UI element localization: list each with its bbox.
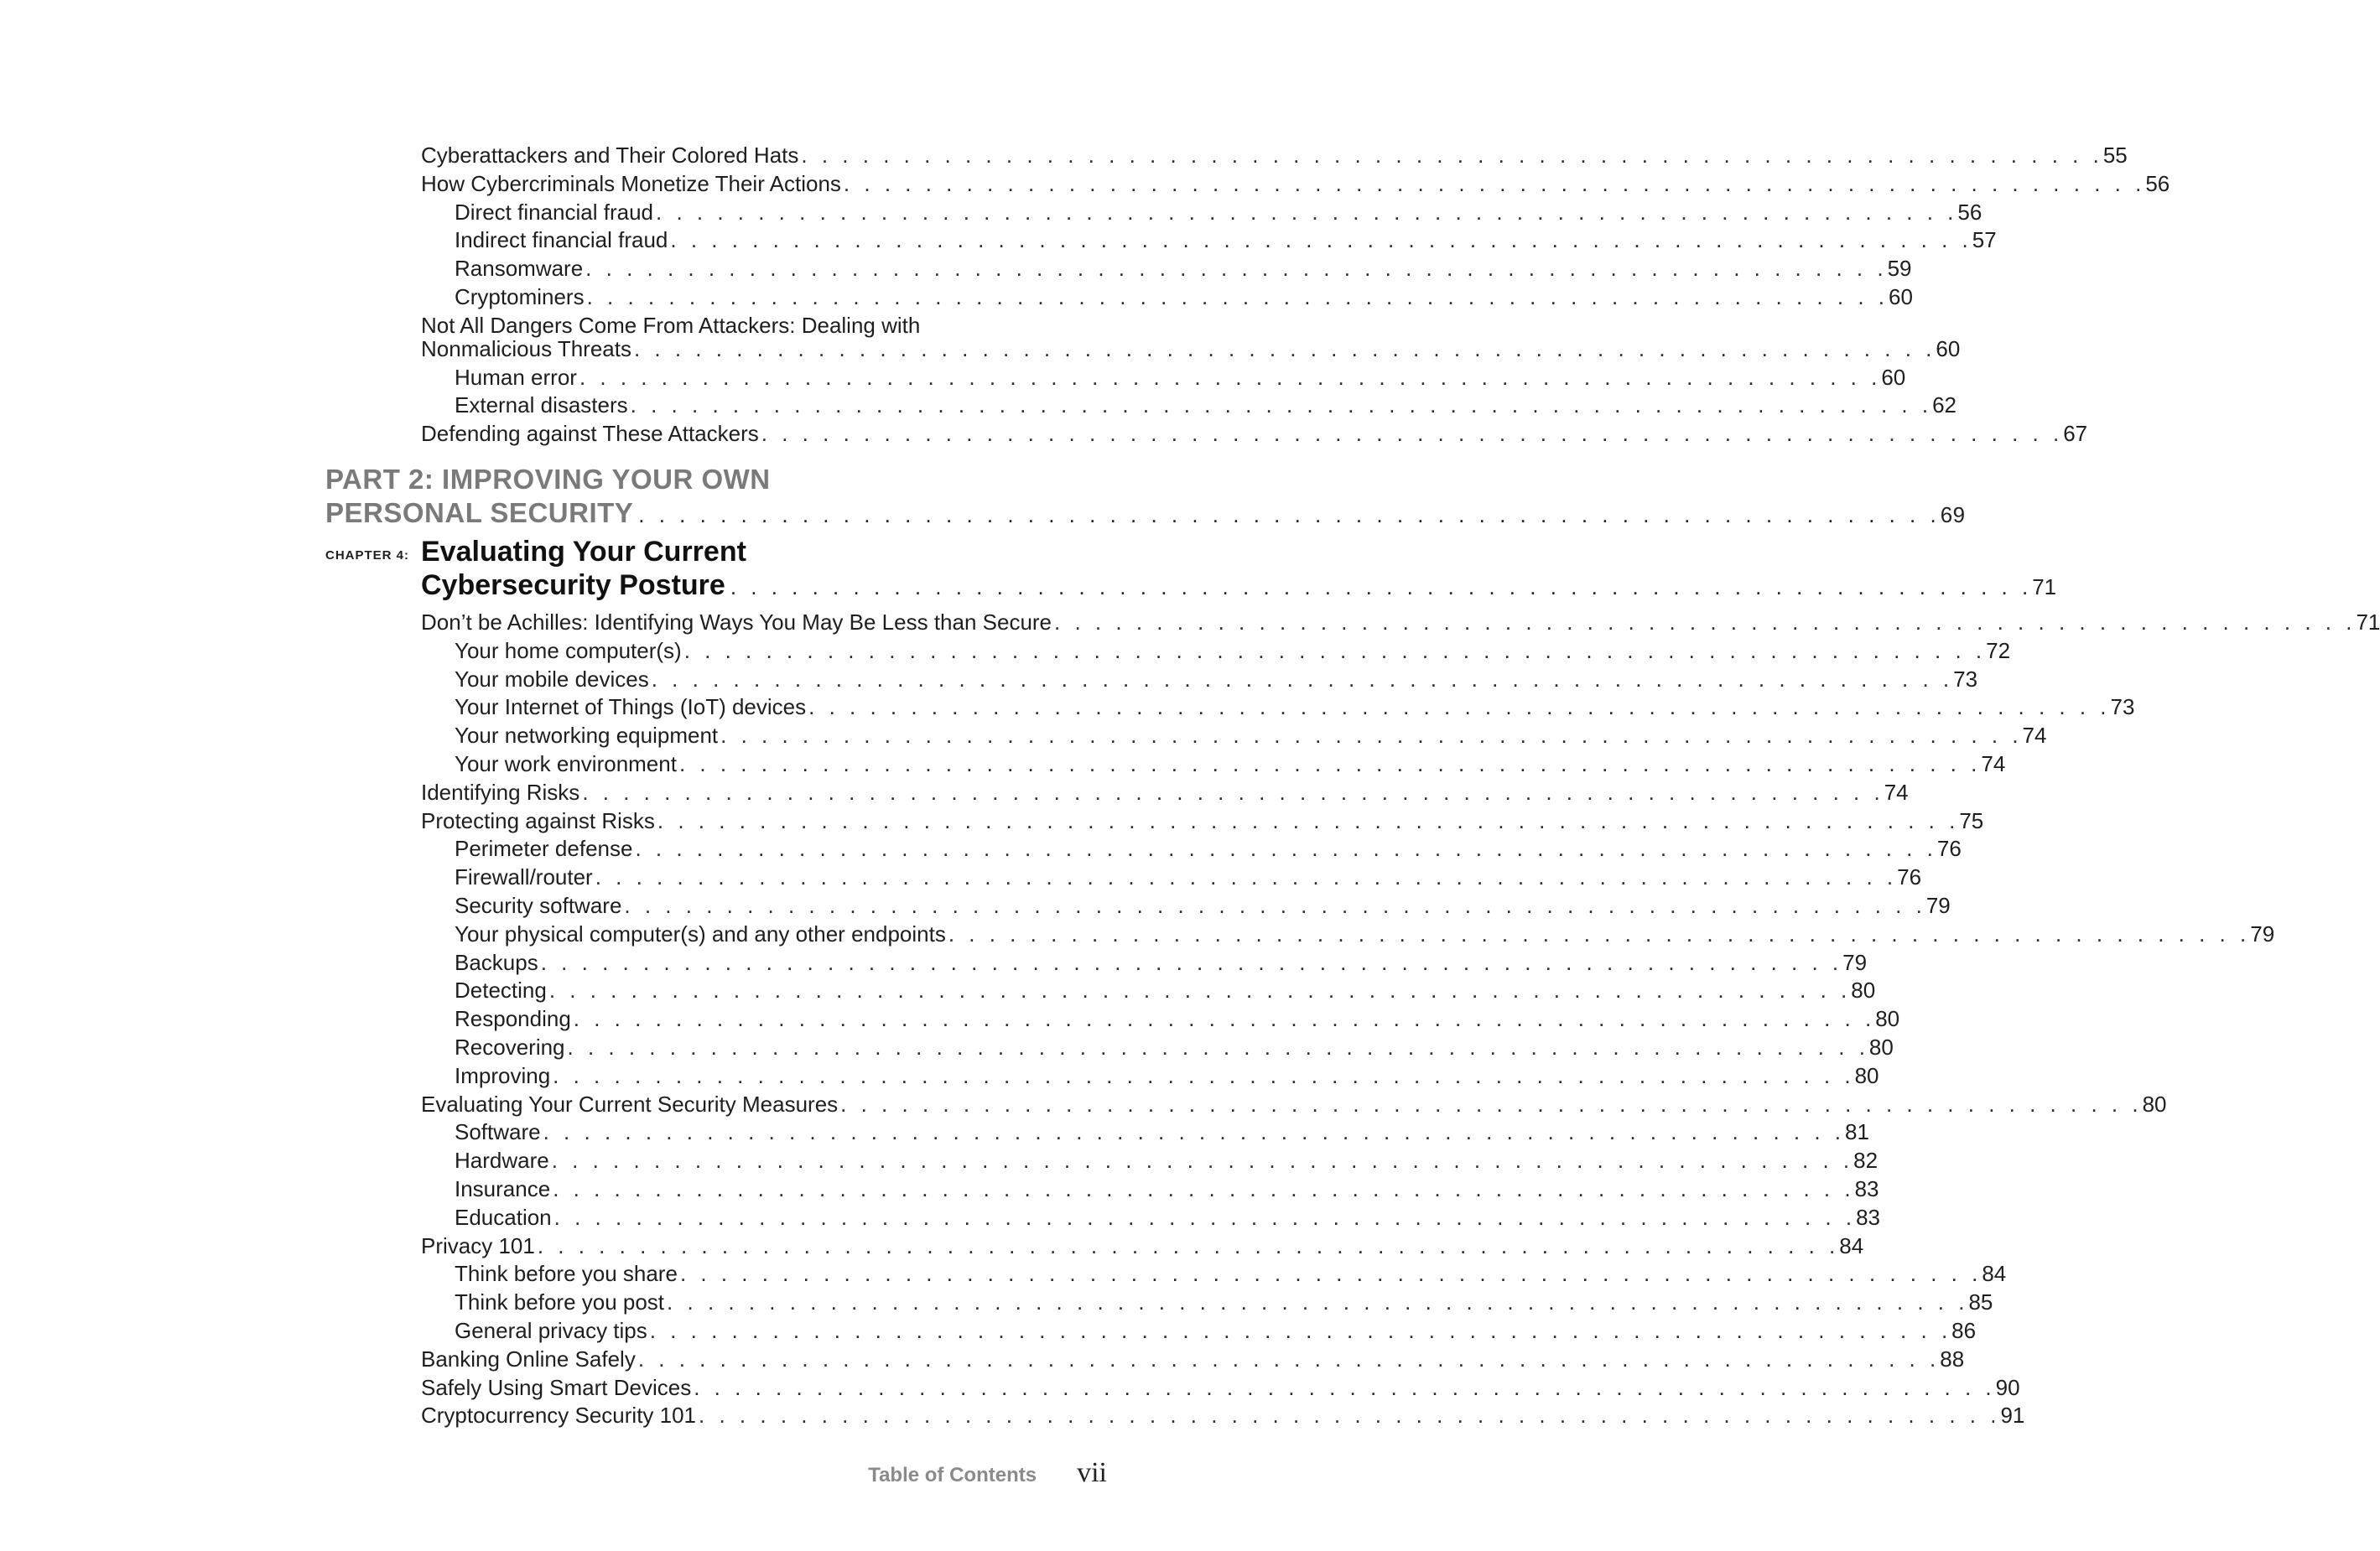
toc-entry-title: Ransomware bbox=[455, 256, 584, 282]
toc-entry-page: 72 bbox=[1986, 637, 2011, 663]
toc-entry bbox=[455, 199, 1982, 225]
toc-entry-page: 62 bbox=[1932, 392, 1956, 418]
toc-entry bbox=[455, 1204, 1880, 1230]
toc-entry bbox=[421, 1346, 1965, 1372]
dot-leader: . . . . . . . . . . . . . . . . . . . . . . . . . . . . . . . . . . . . . . . . . . . . . . . . . . . . . . . . . . . . . . . . bbox=[635, 836, 1937, 862]
toc-entry-page: 80 bbox=[1854, 1062, 1879, 1088]
dot-leader: . . . . . . . . . . . . . . . . . . . . . . . . . . . . . . . . . . . . . . . . . . . . . . . . . . . . . . . . . . . . . . . . bbox=[638, 502, 1941, 527]
toc-entry-title: External disasters bbox=[455, 392, 628, 418]
part-heading bbox=[325, 463, 1966, 532]
chapter-page-number: 71 bbox=[2032, 574, 2057, 599]
page-footer bbox=[868, 1457, 1107, 1489]
toc-entry-page: 90 bbox=[1995, 1374, 2020, 1400]
toc-entry-title: Protecting against Risks bbox=[421, 807, 655, 833]
part-heading-line1: PART 2: IMPROVING YOUR OWN bbox=[325, 464, 771, 495]
dot-leader: . . . . . . . . . . . . . . . . . . . . . . . . . . . . . . . . . . . . . . . . . . . . . . . . . . . . . . . . . . . . . . . . bbox=[624, 893, 1926, 918]
toc-entry-title: Think before you post bbox=[455, 1289, 665, 1315]
dot-leader: . . . . . . . . . . . . . . . . . . . . . . . . . . . . . . . . . . . . . . . . . . . . . . . . . . . . . . . . . . . . . . . . bbox=[670, 227, 1972, 253]
chapter-label: CHAPTER 4: bbox=[325, 548, 410, 563]
toc-entry-page: 71 bbox=[2356, 610, 2380, 635]
toc-entry-page: 83 bbox=[1856, 1204, 1880, 1230]
dot-leader: . . . . . . . . . . . . . . . . . . . . . . . . . . . . . . . . . . . . . . . . . . . . . . . . . . . . . . . . . . . . . . . . bbox=[720, 723, 2023, 749]
toc-entry bbox=[421, 170, 2170, 196]
toc-entry-title: Your physical computer(s) and any other endpoints bbox=[455, 921, 946, 947]
dot-leader: . . . . . . . . . . . . . . . . . . . . . . . . . . . . . . . . . . . . . . . . . . . . . . . . . . . . . . . . . . . . . . . . bbox=[585, 256, 1888, 282]
toc-entry-title: How Cybercriminals Monetize Their Actions bbox=[421, 170, 841, 196]
toc-entry-title: Banking Online Safely bbox=[421, 1346, 636, 1372]
toc-entry bbox=[421, 1232, 1864, 1258]
toc-entry-page: 55 bbox=[2102, 143, 2128, 168]
toc-entry-page: 79 bbox=[1925, 893, 1951, 918]
toc-entry bbox=[455, 1176, 1879, 1201]
toc-entry-page: 73 bbox=[2110, 694, 2135, 720]
toc-entry bbox=[421, 1091, 2167, 1117]
toc-entry-page: 86 bbox=[1951, 1318, 1977, 1343]
toc-entry-page: 60 bbox=[1889, 284, 1913, 309]
toc-entry-page: 80 bbox=[1868, 1035, 1894, 1060]
dot-leader: . . . . . . . . . . . . . . . . . . . . . . . . . . . . . . . . . . . . . . . . . . . . . . . . . . . . . . . . . . . . . . . . bbox=[548, 978, 1852, 1004]
toc-entry bbox=[421, 143, 2128, 168]
dot-leader: . . . . . . . . . . . . . . . . . . . . . . . . . . . . . . . . . . . . . . . . . . . . . . . . . . . . . . . . . . . . . . . . bbox=[801, 143, 2103, 168]
toc-entry-page: 76 bbox=[1897, 864, 1922, 890]
dot-leader: . . . . . . . . . . . . . . . . . . . . . . . . . . . . . . . . . . . . . . . . . . . . . . . . . . . . . . . . . . . . . . . . bbox=[683, 637, 1987, 663]
toc-entry-title: Don’t be Achilles: Identifying Ways You May Be Less than Secure bbox=[421, 610, 1052, 635]
toc-entry-title: Direct financial fraud bbox=[455, 199, 653, 225]
toc-entry-page: 80 bbox=[2142, 1091, 2167, 1117]
part-heading-line2: PERSONAL SECURITY bbox=[325, 497, 634, 528]
toc-entry-title: Insurance bbox=[455, 1176, 551, 1201]
dot-leader: . . . . . . . . . . . . . . . . . . . . . . . . . . . . . . . . . . . . . . . . . . . . . . . . . . . . . . . . . . . . . . . . bbox=[656, 199, 1958, 225]
toc-entry bbox=[455, 256, 1912, 282]
toc-entry bbox=[421, 807, 1984, 833]
toc-entry-title: Improving bbox=[455, 1062, 551, 1088]
toc-entry-title: Detecting bbox=[455, 978, 547, 1004]
toc-entry-page: 60 bbox=[1936, 335, 1961, 361]
toc-entry-title: Defending against These Attackers bbox=[421, 421, 759, 447]
dot-leader: . . . . . . . . . . . . . . . . . . . . . . . . . . . . . . . . . . . . . . . . . . . . . . . . . . . . . . . . . . . . . . . . bbox=[694, 1374, 1996, 1400]
dot-leader: . . . . . . . . . . . . . . . . . . . . . . . . . . . . . . . . . . . . . . . . . . . . . . . . . . . . . . . . . . . . . . . . bbox=[586, 284, 1889, 309]
toc-entry-title: Backups bbox=[455, 949, 538, 975]
toc-entry bbox=[455, 836, 1962, 862]
toc-entry-title: Think before you share bbox=[455, 1261, 678, 1287]
toc-entry bbox=[455, 1261, 2007, 1287]
toc-entry-title: Evaluating Your Current Security Measures bbox=[421, 1091, 839, 1117]
toc-entry bbox=[455, 1035, 1894, 1060]
part-page-number: 69 bbox=[1940, 502, 1966, 527]
toc-entry-title: Perimeter defense bbox=[455, 836, 633, 862]
dot-leader: . . . . . . . . . . . . . . . . . . . . . . . . . . . . . . . . . . . . . . . . . . . . . . . . . . . . . . . . . . . . . . . . bbox=[551, 1148, 1854, 1174]
toc-entry-page: 79 bbox=[2250, 921, 2275, 947]
toc-entry bbox=[455, 1006, 1900, 1032]
toc-entry bbox=[455, 723, 2047, 749]
toc-entry-page: 56 bbox=[2145, 170, 2170, 196]
toc-entry-page: 81 bbox=[1845, 1119, 1869, 1145]
toc-entry bbox=[421, 1403, 2025, 1429]
dot-leader: . . . . . . . . . . . . . . . . . . . . . . . . . . . . . . . . . . . . . . . . . . . . . . . . . . . . . . . . . . . . . . . . bbox=[808, 694, 2111, 720]
dot-leader: . . . . . . . . . . . . . . . . . . . . . . . . . . . . . . . . . . . . . . . . . . . . . . . . . . . . . . . . . . . . . . . . bbox=[1054, 610, 2357, 635]
toc-entry-page: 88 bbox=[1940, 1346, 1965, 1372]
dot-leader: . . . . . . . . . . . . . . . . . . . . . . . . . . . . . . . . . . . . . . . . . . . . . . . . . . . . . . . . . . . . . . . . bbox=[651, 666, 1954, 692]
toc-entry-title: Indirect financial fraud bbox=[455, 227, 668, 253]
toc-entry-title: Your home computer(s) bbox=[455, 637, 682, 663]
dot-leader: . . . . . . . . . . . . . . . . . . . . . . . . . . . . . . . . . . . . . . . . . . . . . . . . . . . . . . . . . . . . . . . . bbox=[553, 1176, 1855, 1201]
toc-entry bbox=[455, 921, 2275, 947]
toc-entry bbox=[455, 666, 1978, 692]
toc-entry-page: 56 bbox=[1957, 199, 1982, 225]
toc-entry-page: 73 bbox=[1953, 666, 1978, 692]
toc-entry-title: Safely Using Smart Devices bbox=[421, 1374, 692, 1400]
toc-entry bbox=[421, 1374, 2020, 1400]
dot-leader: . . . . . . . . . . . . . . . . . . . . . . . . . . . . . . . . . . . . . . . . . . . . . . . . . . . . . . . . . . . . . . . . bbox=[667, 1289, 1969, 1315]
toc-entry bbox=[455, 751, 2006, 776]
dot-leader: . . . . . . . . . . . . . . . . . . . . . . . . . . . . . . . . . . . . . . . . . . . . . . . . . . . . . . . . . . . . . . . . bbox=[553, 1204, 1857, 1230]
dot-leader: . . . . . . . . . . . . . . . . . . . . . . . . . . . . . . . . . . . . . . . . . . . . . . . . . . . . . . . . . . . . . . . . bbox=[553, 1062, 1855, 1088]
toc-entry bbox=[455, 364, 1906, 390]
toc-entry-title: Human error bbox=[455, 364, 577, 390]
dot-leader: . . . . . . . . . . . . . . . . . . . . . . . . . . . . . . . . . . . . . . . . . . . . . . . . . . . . . . . . . . . . . . . . bbox=[537, 1232, 1840, 1258]
toc-entry bbox=[421, 421, 2088, 447]
toc-entry-title: Responding bbox=[455, 1006, 571, 1032]
part-heading-row bbox=[325, 496, 1966, 532]
dot-leader: . . . . . . . . . . . . . . . . . . . . . . . . . . . . . . . . . . . . . . . . . . . . . . . . . . . . . . . . . . . . . . . . bbox=[543, 1119, 1846, 1145]
toc-entry bbox=[455, 893, 1951, 918]
toc-entry-page: 74 bbox=[1981, 751, 2006, 776]
toc-entry-title: Nonmalicious Threats bbox=[421, 335, 631, 361]
chapter-title-row bbox=[421, 568, 2057, 604]
toc-entry-title: Privacy 101 bbox=[421, 1232, 535, 1258]
toc-entry bbox=[455, 978, 1876, 1004]
toc-entry-page: 79 bbox=[1842, 949, 1868, 975]
toc-entry-page: 67 bbox=[2063, 421, 2088, 447]
toc-entry bbox=[455, 1318, 1977, 1343]
toc-entry-page: 57 bbox=[1972, 227, 1997, 253]
dot-leader: . . . . . . . . . . . . . . . . . . . . . . . . . . . . . . . . . . . . . . . . . . . . . . . . . . . . . . . . . . . . . . . . bbox=[595, 864, 1898, 890]
toc-entry-page: 75 bbox=[1959, 807, 1984, 833]
toc-entry-page: 82 bbox=[1853, 1148, 1879, 1174]
dot-leader: . . . . . . . . . . . . . . . . . . . . . . . . . . . . . . . . . . . . . . . . . . . . . . . . . . . . . . . . . . . . . . . . bbox=[630, 392, 1933, 418]
toc-entry-title: Security software bbox=[455, 893, 622, 918]
toc-entry bbox=[421, 610, 2380, 635]
toc-entry-page: 59 bbox=[1887, 256, 1912, 282]
toc-entry-page: 84 bbox=[1839, 1232, 1864, 1258]
toc-entry-title: Your networking equipment bbox=[455, 723, 719, 749]
toc-entry-title: Cryptominers bbox=[455, 284, 585, 309]
toc-entry bbox=[455, 227, 1997, 253]
dot-leader: . . . . . . . . . . . . . . . . . . . . . . . . . . . . . . . . . . . . . . . . . . . . . . . . . . . . . . . . . . . . . . . . bbox=[657, 807, 1960, 833]
dot-leader: . . . . . . . . . . . . . . . . . . . . . . . . . . . . . . . . . . . . . . . . . . . . . . . . . . . . . . . . . . . . . . . . bbox=[678, 751, 1982, 776]
toc-entry-page: 74 bbox=[1884, 779, 1909, 805]
toc-entry-page: 80 bbox=[1851, 978, 1876, 1004]
running-footer-label: Table of Contents bbox=[868, 1464, 1037, 1486]
toc-entry-title: Your mobile devices bbox=[455, 666, 649, 692]
dot-leader: . . . . . . . . . . . . . . . . . . . . . . . . . . . . . . . . . . . . . . . . . . . . . . . . . . . . . . . . . . . . . . . . bbox=[633, 335, 1936, 361]
toc-entry bbox=[455, 694, 2135, 720]
toc-entry-title: Software bbox=[455, 1119, 541, 1145]
toc-entry-title: Your work environment bbox=[455, 751, 677, 776]
toc-entry-title: Cyberattackers and Their Colored Hats bbox=[421, 143, 799, 168]
toc-entry-title: Cryptocurrency Security 101 bbox=[421, 1403, 697, 1429]
toc-entry bbox=[455, 864, 1922, 890]
dot-leader: . . . . . . . . . . . . . . . . . . . . . . . . . . . . . . . . . . . . . . . . . . . . . . . . . . . . . . . . . . . . . . . . bbox=[840, 1091, 2143, 1117]
toc-entry-title: Identifying Risks bbox=[421, 779, 580, 805]
toc-entry bbox=[455, 1062, 1879, 1088]
dot-leader: . . . . . . . . . . . . . . . . . . . . . . . . . . . . . . . . . . . . . . . . . . . . . . . . . . . . . . . . . . . . . . . . bbox=[699, 1403, 2001, 1429]
toc-entry-page: 83 bbox=[1854, 1176, 1879, 1201]
toc-entry bbox=[455, 1148, 1879, 1174]
toc-entry bbox=[455, 1119, 1869, 1145]
toc-entry-page: 76 bbox=[1936, 836, 1962, 862]
dot-leader: . . . . . . . . . . . . . . . . . . . . . . . . . . . . . . . . . . . . . . . . . . . . . . . . . . . . . . . . . . . . . . . . bbox=[761, 421, 2064, 447]
toc-entry-page: 91 bbox=[2000, 1403, 2025, 1429]
toc-entry-title: Hardware bbox=[455, 1148, 549, 1174]
dot-leader: . . . . . . . . . . . . . . . . . . . . . . . . . . . . . . . . . . . . . . . . . . . . . . . . . . . . . . . . . . . . . . . . bbox=[730, 574, 2033, 599]
toc-entry bbox=[455, 284, 1913, 309]
dot-leader: . . . . . . . . . . . . . . . . . . . . . . . . . . . . . . . . . . . . . . . . . . . . . . . . . . . . . . . . . . . . . . . . bbox=[948, 921, 2251, 947]
chapter-title-line1: Evaluating Your Current bbox=[421, 536, 746, 568]
chapter-title bbox=[421, 535, 2057, 604]
dot-leader: . . . . . . . . . . . . . . . . . . . . . . . . . . . . . . . . . . . . . . . . . . . . . . . . . . . . . . . . . . . . . . . . bbox=[567, 1035, 1869, 1060]
toc-entry bbox=[421, 779, 1909, 805]
toc-entry-page: 85 bbox=[1968, 1289, 1993, 1315]
dot-leader: . . . . . . . . . . . . . . . . . . . . . . . . . . . . . . . . . . . . . . . . . . . . . . . . . . . . . . . . . . . . . . . . bbox=[843, 170, 2146, 196]
toc-entry bbox=[455, 949, 1868, 975]
page-number: vii bbox=[1077, 1457, 1107, 1488]
toc-entry bbox=[421, 335, 1961, 361]
dot-leader: . . . . . . . . . . . . . . . . . . . . . . . . . . . . . . . . . . . . . . . . . . . . . . . . . . . . . . . . . . . . . . . . bbox=[649, 1318, 1952, 1343]
toc-entry bbox=[455, 392, 1956, 418]
toc-entry-page: 74 bbox=[2022, 723, 2047, 749]
dot-leader: . . . . . . . . . . . . . . . . . . . . . . . . . . . . . . . . . . . . . . . . . . . . . . . . . . . . . . . . . . . . . . . . bbox=[679, 1261, 1982, 1287]
chapter-title-line2: Cybersecurity Posture bbox=[421, 569, 725, 601]
toc-entry-line1: Not All Dangers Come From Attackers: Dealing with bbox=[421, 312, 921, 338]
dot-leader: . . . . . . . . . . . . . . . . . . . . . . . . . . . . . . . . . . . . . . . . . . . . . . . . . . . . . . . . . . . . . . . . bbox=[540, 949, 1843, 975]
toc-entry bbox=[455, 1289, 1993, 1315]
dot-leader: . . . . . . . . . . . . . . . . . . . . . . . . . . . . . . . . . . . . . . . . . . . . . . . . . . . . . . . . . . . . . . . . bbox=[573, 1006, 1876, 1032]
toc-entry-title: Your Internet of Things (IoT) devices bbox=[455, 694, 807, 720]
toc-entry-title: Education bbox=[455, 1204, 552, 1230]
toc-entry-title: General privacy tips bbox=[455, 1318, 647, 1343]
dot-leader: . . . . . . . . . . . . . . . . . . . . . . . . . . . . . . . . . . . . . . . . . . . . . . . . . . . . . . . . . . . . . . . . bbox=[579, 364, 1882, 390]
dot-leader: . . . . . . . . . . . . . . . . . . . . . . . . . . . . . . . . . . . . . . . . . . . . . . . . . . . . . . . . . . . . . . . . bbox=[637, 1346, 1941, 1372]
dot-leader: . . . . . . . . . . . . . . . . . . . . . . . . . . . . . . . . . . . . . . . . . . . . . . . . . . . . . . . . . . . . . . . . bbox=[582, 779, 1884, 805]
toc-entry-title: Firewall/router bbox=[455, 864, 593, 890]
toc-entry-title: Recovering bbox=[455, 1035, 565, 1060]
toc-entry bbox=[455, 637, 2011, 663]
toc-entry-page: 84 bbox=[1982, 1261, 2007, 1287]
toc-entry-page: 80 bbox=[1875, 1006, 1900, 1032]
toc-entry-page: 60 bbox=[1881, 364, 1906, 390]
